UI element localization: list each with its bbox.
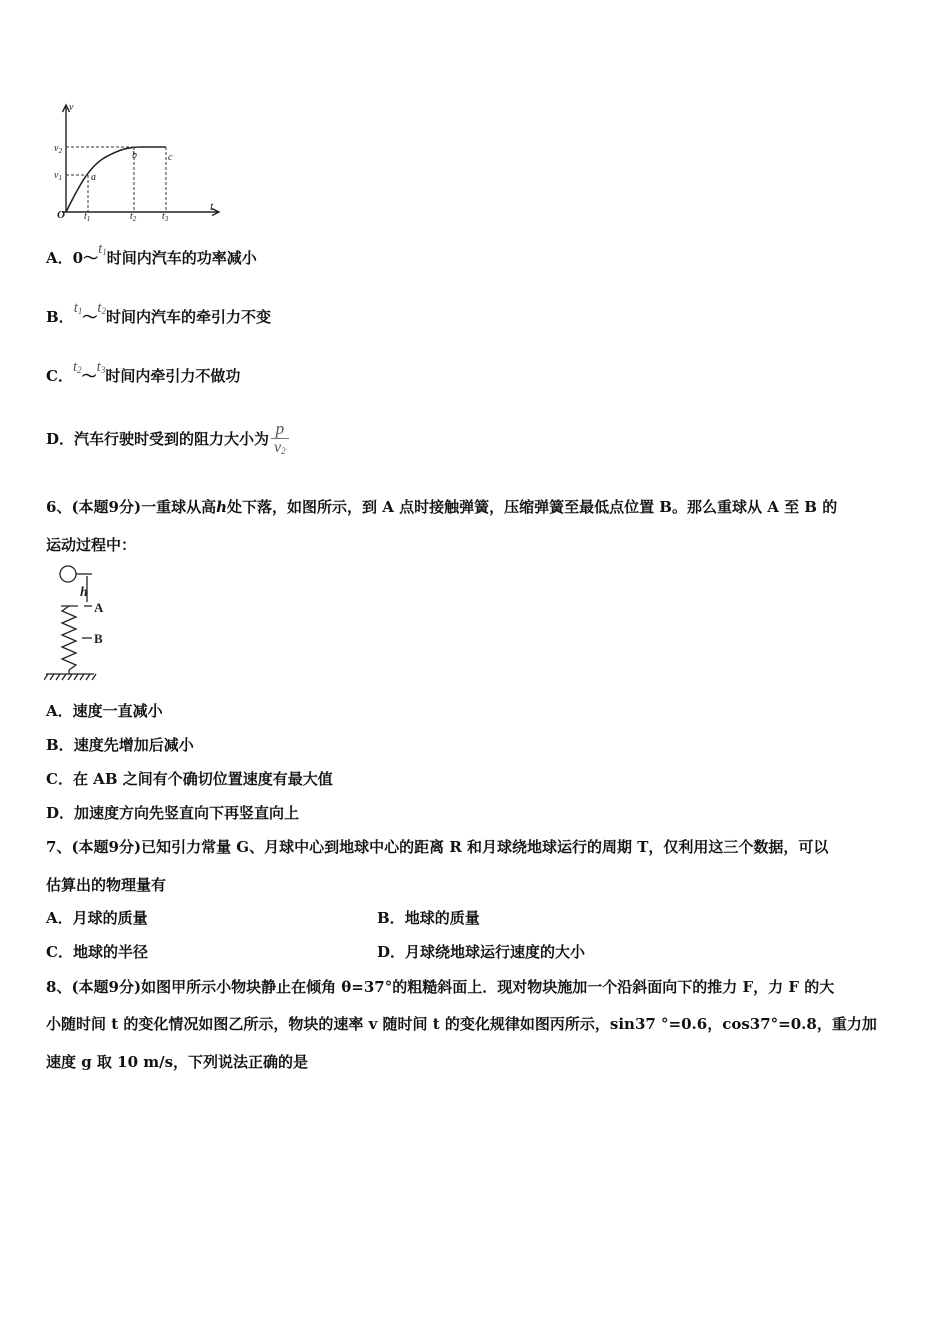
h-label: h xyxy=(80,585,88,600)
b-label: B xyxy=(94,631,103,646)
q5-option-d[interactable]: D．汽车行驶时受到的阻力大小为 $\frac{p}{v_2}$ xyxy=(46,418,289,460)
v-axis-label: v xyxy=(69,102,74,113)
point-c-label: c xyxy=(168,152,173,163)
t2-label: $t_2$ xyxy=(130,211,137,222)
v2-label: $v_2$ xyxy=(54,143,62,155)
origin-label: O xyxy=(57,209,65,221)
q5-option-c[interactable]: C．$t_2\sim t_3$时间内牵引力不做功 xyxy=(46,359,241,385)
t1-label: $t_1$ xyxy=(84,211,91,222)
q6-option-a[interactable]: A．速度一直减小 xyxy=(46,702,163,720)
q7-option-a[interactable]: A．月球的质量 xyxy=(46,909,148,927)
velocity-curve xyxy=(66,147,166,212)
q6-option-b[interactable]: B．速度先增加后减小 xyxy=(46,736,194,754)
q7-stem-line1: 7、(本题9分)已知引力常量 G、月球中心到地球中心的距离 R 和月球绕地球运行的周期 T，仅利用这三个数据，可以 xyxy=(46,838,829,856)
q7-option-c[interactable]: C．地球的半径 xyxy=(46,943,148,961)
v1-label: $v_1$ xyxy=(54,170,62,182)
t3-label: $t_3$ xyxy=(162,211,169,222)
q5-option-a[interactable]: A．$0\sim t_1$时间内汽车的功率减小 xyxy=(46,241,257,267)
q5-option-b[interactable]: B．$t_1\sim t_2$时间内汽车的牵引力不变 xyxy=(46,300,272,326)
q6-stem-line2: 运动过程中： xyxy=(46,536,137,554)
ball xyxy=(60,566,76,582)
q8-stem-line1: 8、(本题9分)如图甲所示小物块静止在倾角 θ=37°的粗糙斜面上．现对物块施加一个沿斜面向下的推力 F，力 F 的大 xyxy=(46,978,835,996)
q7-option-d[interactable]: D．月球绕地球运行速度的大小 xyxy=(377,943,586,961)
velocity-time-graph xyxy=(48,100,228,222)
q6-option-c[interactable]: C．在 AB 之间有个确切位置速度有最大值 xyxy=(46,770,333,788)
ground-hatching xyxy=(44,674,96,680)
q8-stem-line3: 速度 g 取 10 m/s，下列说法正确的是 xyxy=(46,1053,309,1071)
point-a-label: a xyxy=(91,172,96,183)
point-b-label: b xyxy=(132,150,137,161)
fraction-p-over-v2: $\frac{p}{v_2}$ xyxy=(271,420,289,460)
q6-stem-line1: 6、(本题9分)一重球从高h处下落，如图所示，到 A 点时接触弹簧，压缩弹簧至最低点位置 B。那么重球从 A 至 B 的 xyxy=(46,498,838,516)
spring-coil xyxy=(62,606,76,670)
a-label: A xyxy=(94,600,104,615)
q7-stem-line2: 估算出的物理量有 xyxy=(46,876,167,894)
q6-option-d[interactable]: D．加速度方向先竖直向下再竖直向上 xyxy=(46,804,300,822)
q7-option-b[interactable]: B．地球的质量 xyxy=(377,909,480,927)
q8-stem-line2: 小随时间 t 的变化情况如图乙所示，物块的速率 v 随时间 t 的变化规律如图丙所示，sin37 °=0.6，cos37°=0.8，重力加 xyxy=(46,1015,877,1033)
t-axis-label: t xyxy=(210,199,214,213)
spring-ball-figure xyxy=(44,562,124,684)
